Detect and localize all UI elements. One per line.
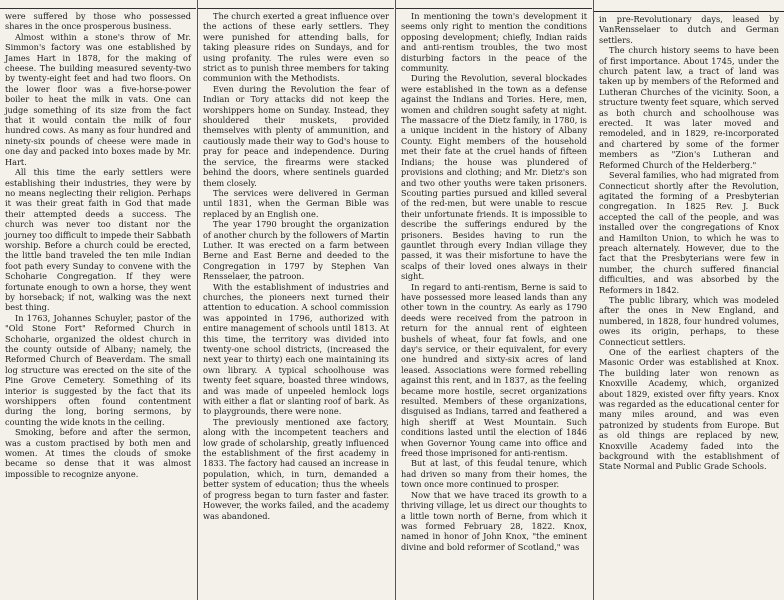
- paragraph: were suffered by those who possessed shares in the once prosperous business.: [5, 11, 191, 32]
- paragraph: Several families, who had migrated from Connecticut shortly after the Revolution, agitated the forming of a Presbyterian congregation. In 1825 Rev. J. Buck accepted the call of the people, and was installed over the congregations of Knox and Hamilton Union, to which he was to preach alternately. However, due to the fact that the Presbyterians were few in number, the church suffered financial difficulties, and was absorbed by the Reformers in 1842.: [599, 170, 779, 295]
- column-3: [396, 0, 592, 600]
- paragraph: The public library, which was modeled after the ones in New England, and numbered, in 1828, four hundred volumes, owes its origin, perhaps, to these Connecticut settlers.: [599, 294, 779, 347]
- paragraph: Almost within a stone's throw of Mr. Simmon's factory was one established by James Hart in 1878, for the making of cheese. The building measured seventy-two by twenty-eight feet and had two floors. On the lower floor was a five-horse-power boiler to heat the milk in vats. One can judge something of its size from the fact that it would contain the milk of four hundred cows. As many as four hundred and ninety-six pounds of cheese were made in one day and packed into boxes made by Mr. Hart.: [5, 31, 191, 167]
- paragraph: Even during the Revolution the fear of Indian or Tory attacks did not keep the worshippers home on Sunday. Instead, they shouldered their muskets, provided themselves with plenty of ammunition, and cautiously made their way to God's house to pray for peace and independence. During the service, the firearms were stacked behind the doors, where sentinels guarded them closely.: [203, 83, 389, 188]
- paragraph: in pre-Revolutionary days, leased by VanRensselaer to dutch and German settlers.: [599, 14, 779, 45]
- top-rule: [594, 2, 784, 12]
- column-2: [198, 0, 394, 600]
- paragraph: With the establishment of industries and churches, the pioneers next turned their attention to education. A school commission was appointed in 1796, authorized with entire management of schools until 1813. At this time, the territory was divided into twenty-one school districts, (increased the next year to thirty) each one maintaining its own library. A typical schoolhouse was twenty feet square, boasted three windows, and was made of unpeeled hemlock logs with either a flat or slanting roof of bark. As to playgrounds, there were none.: [203, 281, 389, 417]
- paragraph: The services were delivered in German until 1831, when the German Bible was replaced by an English one.: [203, 187, 389, 219]
- paragraph: During the Revolution, several blockades were established in the town as a defense against the Indians and Tories. Here, men, women and children sought safety at night. The massacre of the Dietz family, in 1780, is a unique incident in the history of Albany County. Eight members of the household met their fate at the cruel hands of fifteen Indians; the house was plundered of provisions and clothing; and Mr. Dietz's son and two other youths were taken prisoners. Scouting parties pursued and killed several of the red-men, but were unable to rescue their unfortunate friends. It is impossible to describe the sufferings endured by the prisoners. Besides having to run the gauntlet through every Indian village they passed, it was their misfortune to have the scalps of their loved ones always in their sight.: [401, 73, 587, 282]
- paragraph: But at last, of this feudal tenure, which had driven so many from their homes, the town once more continued to prosper.: [401, 458, 587, 490]
- column-1: [0, 0, 196, 600]
- top-rule: [396, 2, 592, 9]
- paragraph: Now that we have traced its growth to a thriving village, let us direct our thoughts to a little town north of Berne, from which it was formed February 28, 1822. Knox, named in honor of John Knox, "the eminent divine and bold reformer of Scotland," was: [401, 489, 587, 552]
- paragraph: In 1763, Johannes Schuyler, pastor of the "Old Stone Fort" Reformed Church in Schoharie, organized the oldest church in the county outside of Albany; namely, the Reformed Church of Beaverdam. The small log structure was erected on the site of the Pine Grove Cemetery. Something of its interior is suggested by the fact that its worshippers often found contentment during the long, boring sermons, by counting the wide knots in the ceiling.: [5, 312, 191, 427]
- paragraph: The previously mentioned axe factory, along with the incompetent teachers and low grade of scholarship, greatly influenced the establishment of the first academy in 1833. The factory had caused an increase in population, which, in turn, demanded a better system of education; thus the wheels of progress began to turn faster and faster. However, the works failed, and the academy was abandoned.: [203, 416, 389, 521]
- paragraph: All this time the early settlers were establishing their industries, they were by no means neglecting their religion. Perhaps it was their great faith in God that made their attempted deeds a success. The church was never too distant nor the journey too difficult to impede their Sabbath worship. Before a church could be erected, the little band traveled the ten mile Indian foot path every Sunday to convene with the Schoharie Congregation. If they were fortunate enough to own a horse, they went by horseback; if not, walking was the next best thing.: [5, 167, 191, 313]
- paragraph: In regard to anti-rentism, Berne is said to have possessed more leased lands than any other town in the country. As early as 1790 deeds were received from the patroon in return for the annual rent of eighteen bushels of wheat, four fat fowls, and one day's service, or their equivalent, for every one hundred and sixty-six acres of land leased. Associations were formed rebelling against this rent, and in 1837, as the feeling became more hostile, secret organizations resulted. Members of these organizations, disguised as Indians, tarred and feathered a high sheriff at West Mountain. Such conditions lasted until the election of 1846 when Governor Young came into office and freed those imprisoned for anti-rentism.: [401, 281, 587, 459]
- top-rule: [0, 2, 196, 9]
- paragraph: In mentioning the town's development it seems only right to mention the conditions opposing development; chiefly, Indian raids and anti-rentism troubles, the two most disturbing factors in the peace of the community.: [401, 11, 587, 74]
- column-4: [594, 0, 784, 600]
- paragraph: One of the earliest chapters of the Masonic Order was established at Knox. The building later won renown as Knoxville Academy, which, organized about 1829, existed over fifty years. Knox was regarded as the educational center for many miles around, and was even patronized by students from Europe. But as old things are replaced by new, Knoxville Academy faded into the background with the establishment of State Normal and Public Grade Schools.: [599, 347, 779, 472]
- top-rule: [198, 2, 394, 9]
- paragraph: The church history seems to have been of first importance. About 1745, under the church patent law, a tract of land was taken up by members of the Reformed and Lutheran Churches of the vicinity. Soon, a structure twenty feet square, which served as both church and schoolhouse was erected. It was later moved and remodeled, and in 1829, re-incorporated and chartered by some of the former members as "Zion's Lutheran and Reformed Church of the Helderberg.": [599, 45, 779, 170]
- paragraph: The year 1790 brought the organization of another church by the followers of Martin Luther. It was erected on a farm between Berne and East Berne and deeded to the Congregation in 1797 by Stephen Van Rensselaer, the patroon.: [203, 219, 389, 282]
- paragraph: Smoking, before and after the sermon, was a custom practised by both men and women. At times the clouds of smoke became so dense that it was almost impossible to recognize anyone.: [5, 427, 191, 479]
- paragraph: The church exerted a great influence over the actions of these early settlers. They were punished for attending balls, for taking pleasure rides on Sundays, and for using profanity. The rules were even so strict as to punish three members for taking communion with the Methodists.: [203, 11, 389, 84]
